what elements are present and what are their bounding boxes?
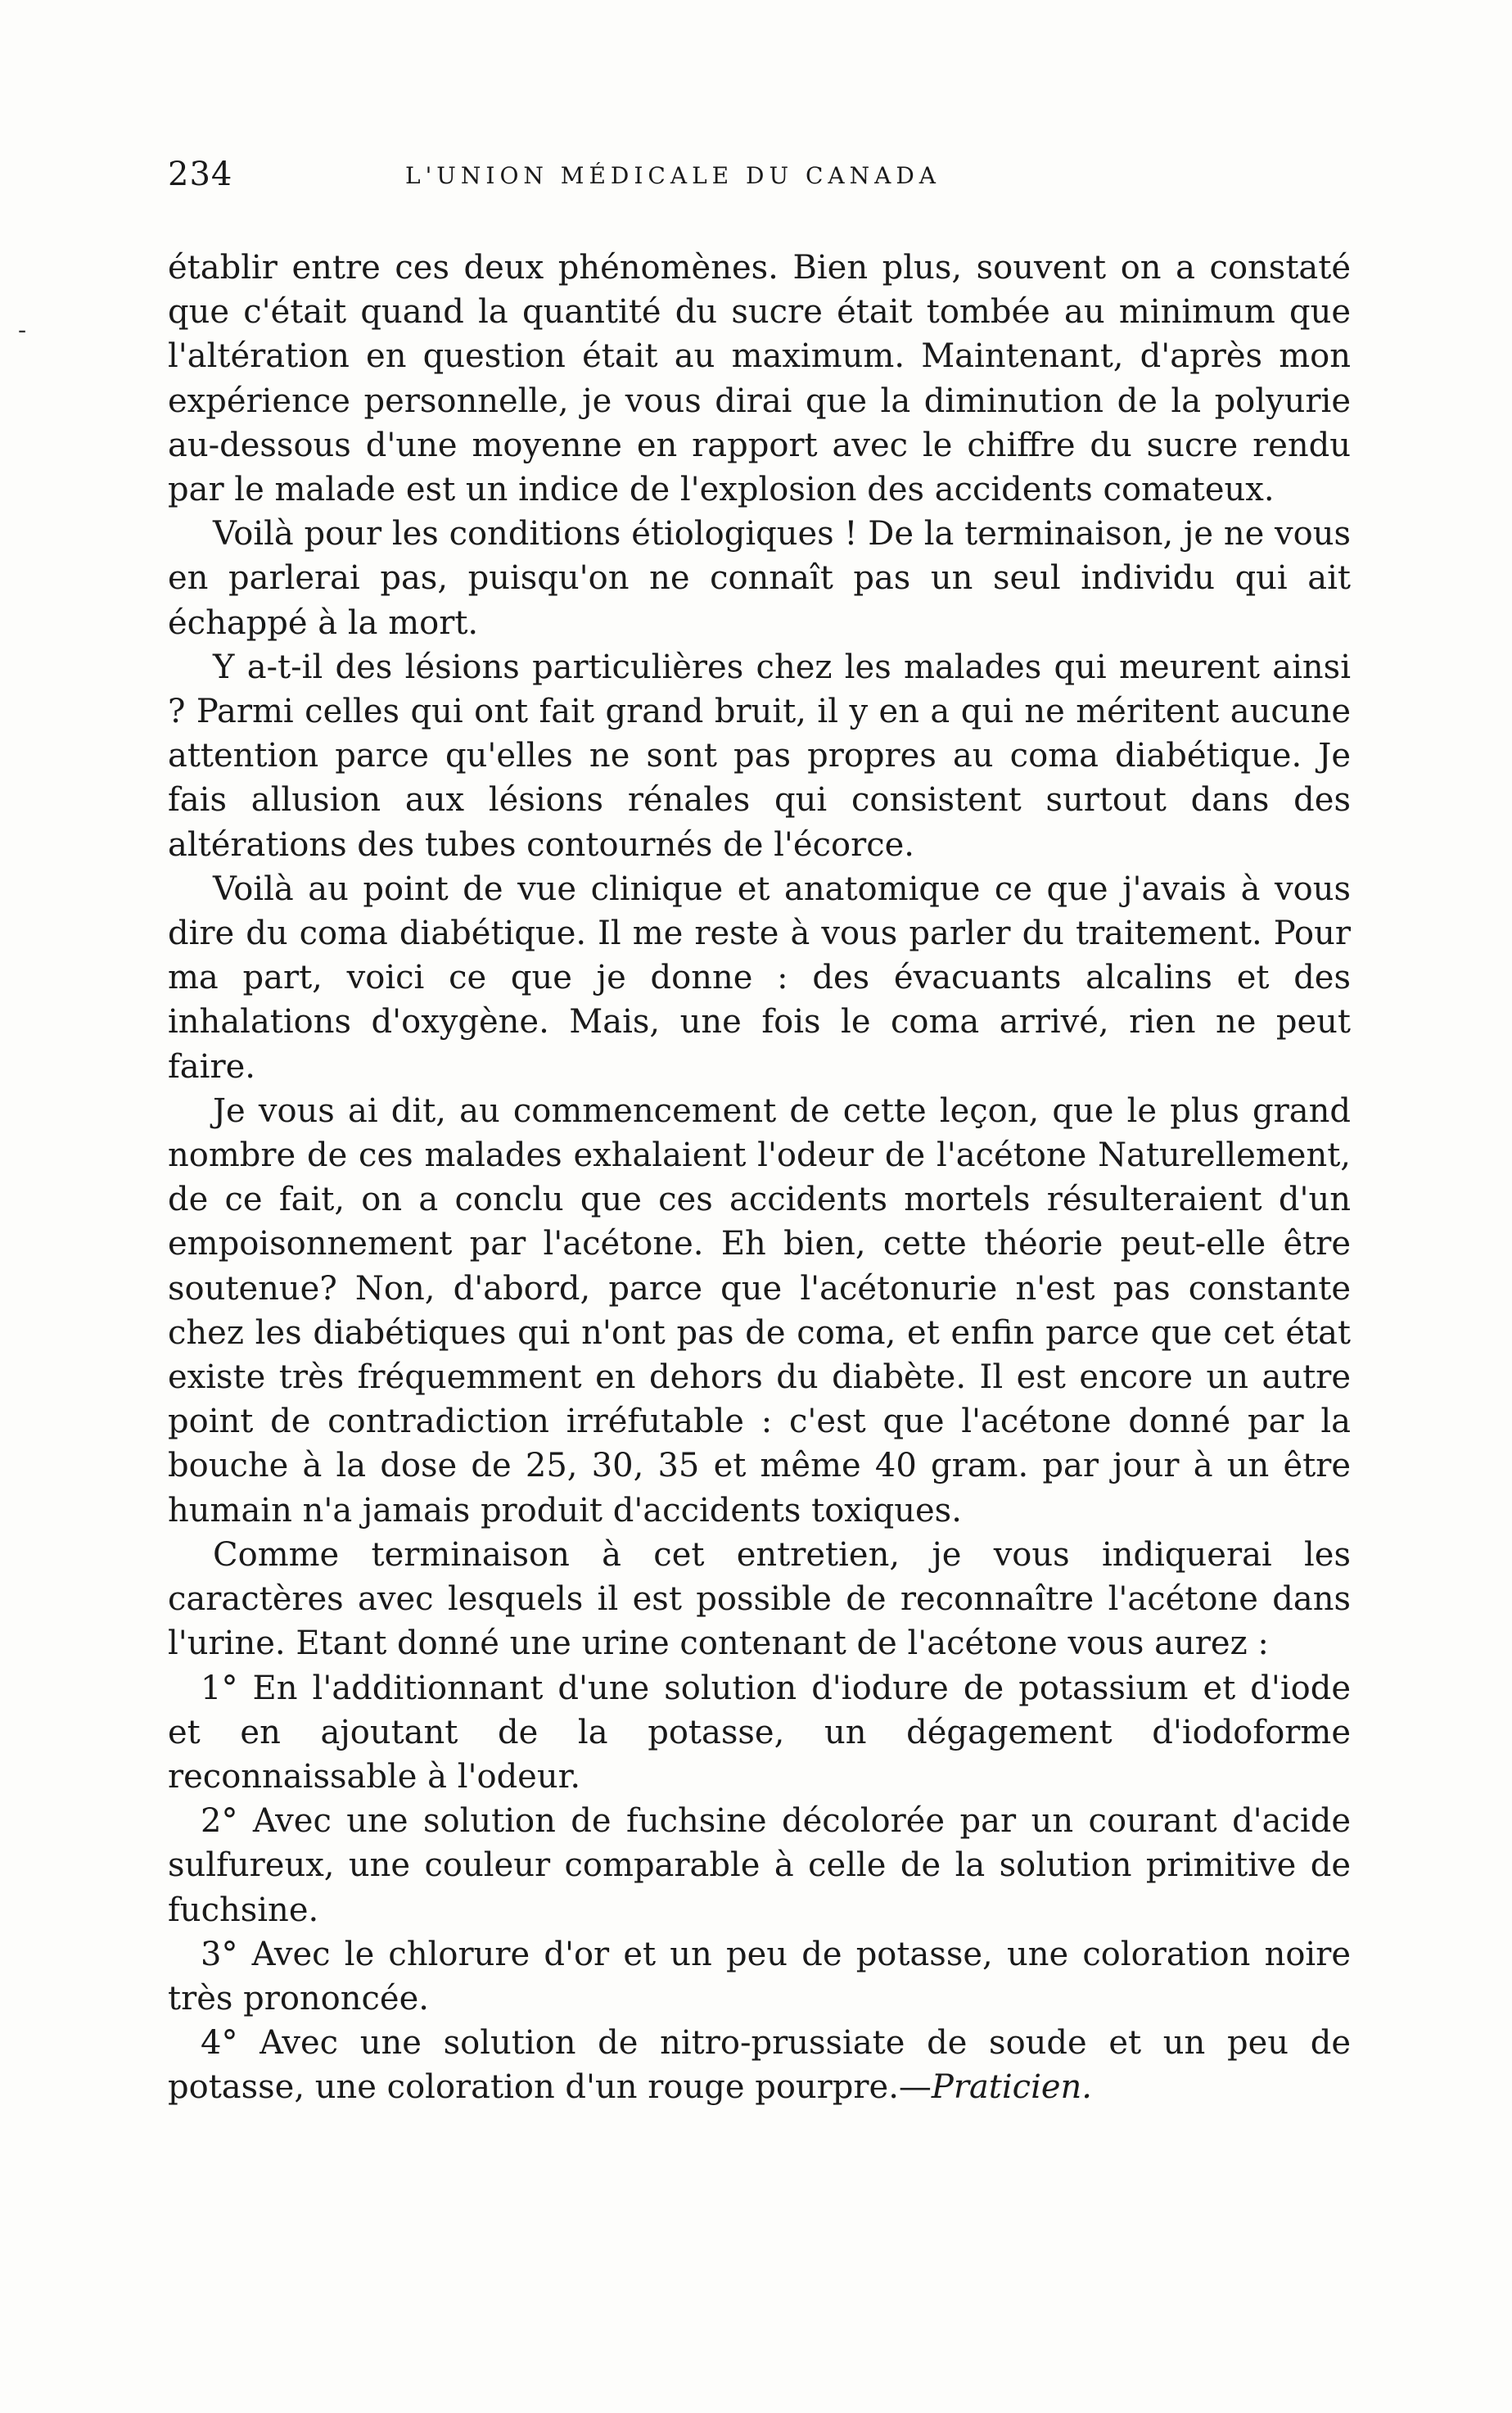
source-citation: Praticien. <box>931 2068 1093 2107</box>
body-text <box>168 246 1351 2110</box>
paragraph-1: établir entre ces deux phénomènes. Bien plus, souvent on a constaté que c'était quand la quantité du sucre était tombée au minimum que l'altération en question était au maximum. Maintenant, d'après mon expérience personnelle, je vous dirai que la diminution de la polyurie au-dessous d'une moyenne en rapport avec le chiffre du sucre rendu par le malade est un indice de l'explosion des accidents comateux. <box>168 249 1351 509</box>
list-item-4-text: 4° Avec une solution de nitro-prussiate de soude et un peu de potasse, une coloration d'un rouge pourpre.— <box>168 2024 1351 2107</box>
page-header <box>168 156 1109 205</box>
page-number: 234 <box>168 156 233 193</box>
paragraph-6: Comme terminaison à cet entretien, je vous indiquerai les caractères avec lesquels il est possible de reconnaître l'acétone dans l'urine. Etant donné une urine contenant de l'acétone vous aurez : <box>168 1535 1351 1663</box>
paragraph-2: Voilà pour les conditions étiologiques ! De la terminaison, je ne vous en parlerai pas, puisqu'on ne connaît pas un seul individu qui ait échappé à la mort. <box>168 515 1351 642</box>
list-item-2: 2° Avec une solution de fuchsine décolorée par un courant d'acide sulfureux, une couleur comparable à celle de la solution primitive de fuchsine. <box>168 1802 1351 1929</box>
margin-mark: - <box>18 316 27 345</box>
list-item-1: 1° En l'additionnant d'une solution d'iodure de potassium et d'iode et en ajoutant de la potasse, un dégagement d'iodoforme reconnaissable à l'odeur. <box>168 1669 1351 1796</box>
paragraph-3: Y a-t-il des lésions particulières chez les malades qui meurent ainsi ? Parmi celles qui ont fait grand bruit, il y en a qui ne méritent aucune attention parce qu'elles ne sont pas propres au coma diabétique. Je fais allusion aux lésions rénales qui consistent surtout dans des altérations des tubes contournés de l'écorce. <box>168 648 1351 864</box>
running-head: L'UNION MÉDICALE DU CANADA <box>405 162 941 189</box>
paragraph-4: Voilà au point de vue clinique et anatomique ce que j'avais à vous dire du coma diabétique. Il me reste à vous parler du traitement. Pour ma part, voici ce que je donne : des évacuants alcalins et des inhalations d'oxygène. Mais, une fois le coma arrivé, rien ne peut faire. <box>168 870 1351 1086</box>
list-item-3: 3° Avec le chlorure d'or et un peu de potasse, une coloration noire très prononcée. <box>168 1935 1351 2018</box>
list-item-4 <box>168 2021 1351 2109</box>
paragraph-5: Je vous ai dit, au commencement de cette leçon, que le plus grand nombre de ces malades exhalaient l'odeur de l'acétone Naturellement, de ce fait, on a conclu que ces accidents mortels résulteraient d'un empoisonnement par l'acétone. Eh bien, cette théorie peut-elle être soutenue? Non, d'abord, parce que l'acétonurie n'est pas constante chez les diabétiques qui n'ont pas de coma, et enfin parce que cet état existe très fréquemment en dehors du diabète. Il est encore un autre point de contradiction irréfutable : c'est que l'acétone donné par la bouche à la dose de 25, 30, 35 et même 40 gram. par jour à un être humain n'a jamais produit d'accidents toxiques. <box>168 1091 1351 1530</box>
